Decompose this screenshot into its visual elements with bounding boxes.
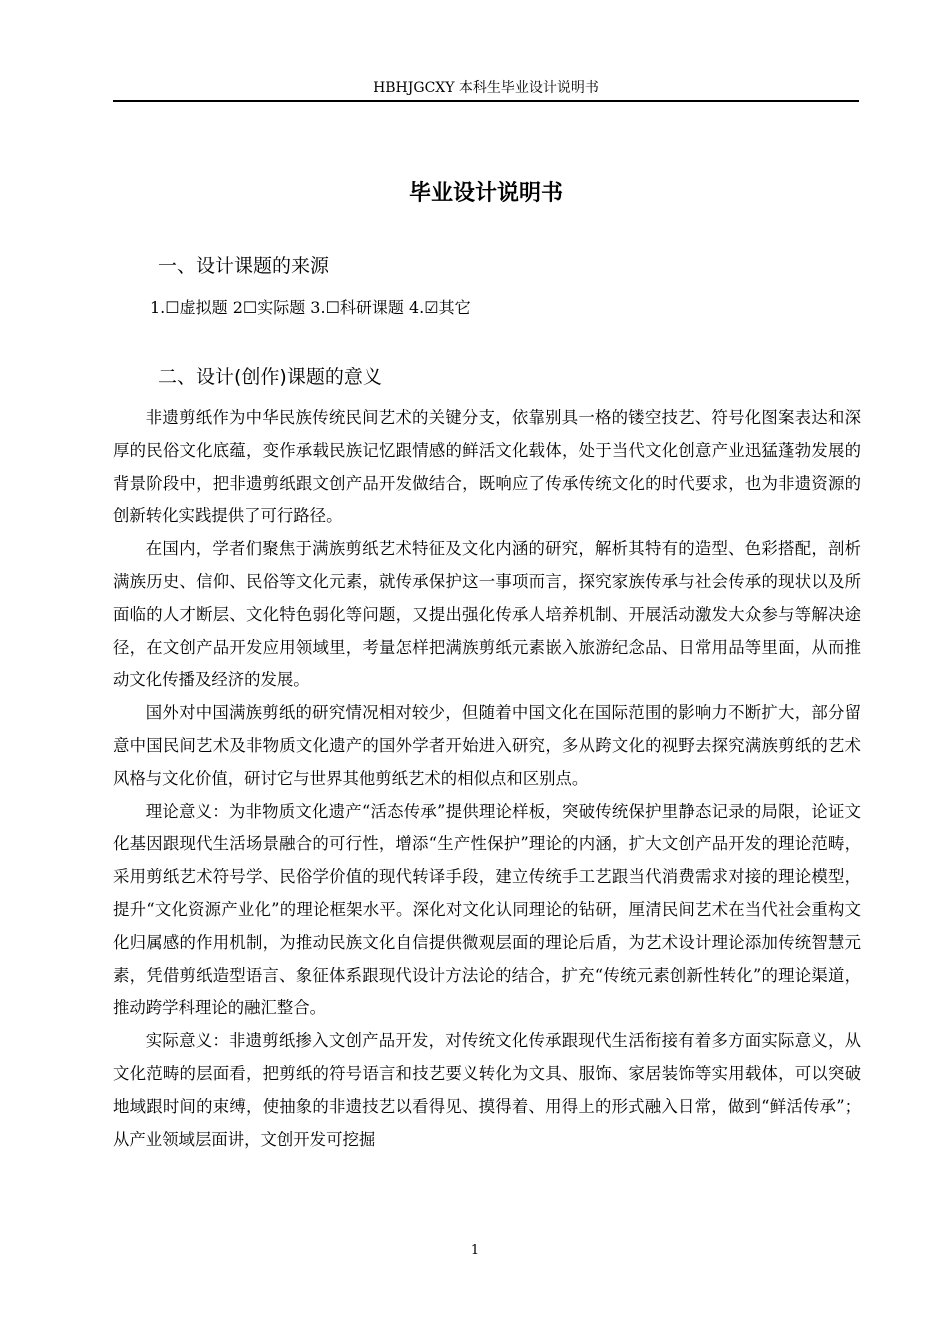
page-number: 1 [470, 1243, 480, 1258]
paragraph: 在国内，学者们聚焦于满族剪纸艺术特征及文化内涵的研究，解析其特有的造型、色彩搭配，剖析满族历史、信仰、民俗等文化元素，就传承保护这一事项而言，探究家族传承与社会传承的现状以及所面临的人才断层、文化特色弱化等问题，又提出强化传承人培养机制、开展活动激发大众参与等解决途径，在文创产品开发应用领域里，考量怎样把满族剪纸元素嵌入旅游纪念品、日常用品等里面，从而推动文化传播及经济的发展。 [113, 539, 861, 690]
body-text [113, 402, 861, 1156]
section-heading-source: 一、设计课题的来源 [158, 255, 330, 277]
paragraph: 实际意义：非遗剪纸掺入文创产品开发，对传统文化传承跟现代生活衔接有着多方面实际意义，从文化范畴的层面看，把剪纸的符号语言和技艺要义转化为文具、服饰、家居装饰等实用载体，可以突破地域跟时间的束缚，使抽象的非遗技艺以看得见、摸得着、用得上的形式融入日常，做到“鲜活传承”；从产业领域层面讲，文创开发可挖掘 [113, 1031, 861, 1149]
paragraph: 理论意义：为非物质文化遗产“活态传承”提供理论样板，突破传统保护里静态记录的局限，论证文化基因跟现代生活场景融合的可行性，增添“生产性保护”理论的内涵，扩大文创产品开发的理论范畴，采用剪纸艺术符号学、民俗学价值的现代转译手段，建立传统手工艺跟当代消费需求对接的理论模型，提升“文化资源产业化”的理论框架水平。深化对文化认同理论的钻研，厘清民间艺术在当代社会重构文化归属感的作用机制，为推动民族文化自信提供微观层面的理论后盾，为艺术设计理论添加传统智慧元素，凭借剪纸造型语言、象征体系跟现代设计方法论的结合，扩充“传统元素创新性转化”的理论渠道，推动跨学科理论的融汇整合。 [113, 801, 861, 1018]
page-header: HBHJGCXY 本科生毕业设计说明书 [373, 80, 599, 96]
topic-source-options: 1.☐虚拟题 2☐实际题 3.☐科研课题 4.☑其它 [150, 298, 471, 317]
header-rule [113, 100, 859, 102]
paragraph: 非遗剪纸作为中华民族传统民间艺术的关键分支，依靠别具一格的镂空技艺、符号化图案表达和深厚的民俗文化底蕴，变作承载民族记忆跟情感的鲜活文化载体，处于当代文化创意产业迅猛蓬勃发展的背景阶段中，把非遗剪纸跟文创产品开发做结合，既响应了传承传统文化的时代要求，也为非遗资源的创新转化实践提供了可行路径。 [113, 408, 861, 526]
section-heading-significance: 二、设计(创作)课题的意义 [158, 366, 382, 388]
paragraph: 国外对中国满族剪纸的研究情况相对较少，但随着中国文化在国际范围的影响力不断扩大，部分留意中国民间艺术及非物质文化遗产的国外学者开始进入研究，多从跨文化的视野去探究满族剪纸的艺术风格与文化价值，研讨它与世界其他剪纸艺术的相似点和区别点。 [113, 703, 861, 788]
document-title: 毕业设计说明书 [408, 181, 563, 206]
